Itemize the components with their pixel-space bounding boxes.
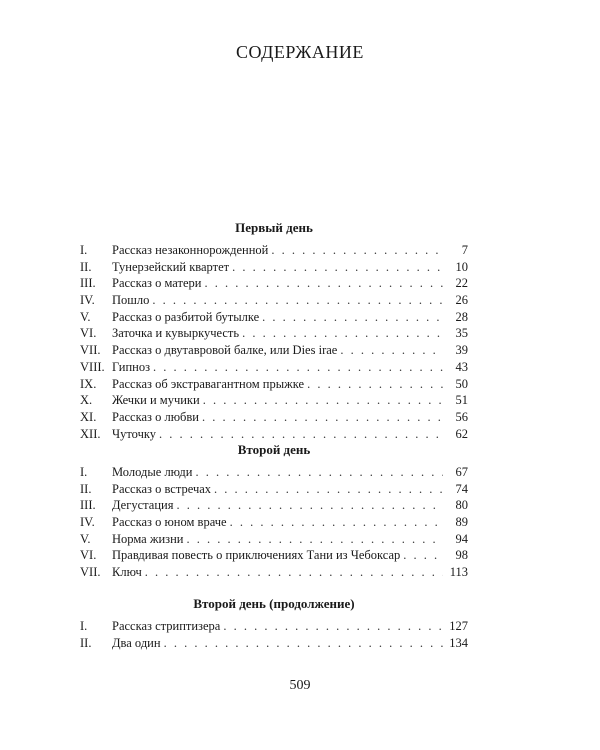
toc-section-second-day [80, 441, 468, 581]
dot-leader [230, 514, 443, 531]
entry-title: Рассказ о встречах [112, 481, 212, 496]
entry-number: XII. [80, 426, 101, 441]
toc-entry [80, 497, 468, 514]
toc-entry [80, 392, 468, 409]
entry-page: 28 [455, 309, 468, 324]
page-title: СОДЕРЖАНИЕ [236, 42, 364, 62]
page-number: 509 [289, 678, 311, 693]
entry-number: V. [80, 309, 91, 324]
entry-title: Рассказ об экстравагантном прыжке [112, 376, 305, 391]
entry-title: Молодые люди [112, 465, 193, 479]
section-title: Второй день (продолжение) [193, 596, 355, 611]
entry-page: 134 [449, 635, 468, 650]
toc-entry [80, 618, 468, 635]
entry-page: 127 [449, 619, 468, 633]
entry-title: Жечки и мучики [112, 393, 200, 408]
entry-page: 39 [455, 343, 468, 358]
dot-leader [262, 309, 443, 326]
entry-page: 62 [455, 426, 468, 441]
dot-leader [186, 531, 443, 548]
entry-number: I. [80, 619, 88, 633]
entry-number: III. [80, 276, 96, 291]
toc-section-second-day-continued [80, 595, 468, 651]
entry-number: VIII. [80, 359, 105, 374]
entry-number: X. [80, 393, 93, 408]
entry-number: VI. [80, 326, 97, 341]
entry-number: VI. [80, 548, 97, 563]
entry-page: 26 [455, 293, 468, 308]
entry-number: IV. [80, 293, 95, 308]
toc-entry [80, 635, 468, 652]
entry-number: III. [80, 498, 96, 513]
dot-leader [195, 464, 443, 481]
toc-entry [80, 514, 468, 531]
entry-page: 50 [455, 376, 468, 391]
entry-page: 94 [455, 531, 468, 546]
entry-page: 56 [455, 409, 468, 424]
dot-leader [145, 564, 443, 581]
entry-title: Рассказ о разбитой бутылке [112, 309, 260, 324]
entry-title: Тунерзейский квартет [112, 259, 230, 274]
entry-title: Рассказ о любви [112, 409, 199, 424]
toc-entry [80, 481, 468, 498]
entry-title: Рассказ о двутавровой балке, или Dies irae [112, 343, 338, 358]
entry-number: I. [80, 465, 88, 479]
entry-page: 51 [455, 393, 468, 408]
entry-page: 67 [455, 465, 468, 479]
entry-page: 80 [455, 498, 468, 513]
toc-entry [80, 547, 468, 564]
toc-entry [80, 259, 468, 276]
entry-page: 10 [455, 259, 468, 274]
entry-number: VII. [80, 565, 101, 580]
entry-number: XI. [80, 409, 97, 424]
entry-number: I. [80, 243, 88, 257]
dot-leader [340, 342, 443, 359]
entry-page: 35 [455, 326, 468, 341]
toc-entry [80, 359, 468, 376]
entry-title: Ключ [112, 565, 142, 580]
toc-entry [80, 409, 468, 426]
entry-page: 7 [461, 243, 468, 257]
entry-title: Правдивая повесть о приключениях Тани из Чебоксар [112, 548, 401, 563]
entry-number: VII. [80, 343, 101, 358]
toc-entry [80, 531, 468, 548]
dot-leader [152, 292, 443, 309]
entry-page: 43 [455, 359, 468, 374]
dot-leader [271, 242, 443, 259]
entry-title: Рассказ о матери [112, 276, 202, 291]
toc-entry [80, 242, 468, 259]
entry-title: Рассказ о юном враче [112, 515, 227, 530]
dot-leader [307, 376, 443, 393]
toc-entry [80, 426, 468, 443]
section-title: Второй день [237, 442, 311, 457]
toc-entry [80, 325, 468, 342]
entry-title: Рассказ стриптизера [112, 619, 221, 633]
dot-leader [176, 497, 443, 514]
toc-entry [80, 275, 468, 292]
entry-number: IX. [80, 376, 97, 391]
dot-leader [159, 426, 443, 443]
toc-entry [80, 309, 468, 326]
dot-leader [403, 547, 443, 564]
entry-page: 113 [449, 565, 468, 580]
dot-leader [164, 635, 443, 652]
entry-title: Норма жизни [112, 531, 184, 546]
toc-entry [80, 292, 468, 309]
entry-number: II. [80, 481, 92, 496]
entry-title: Дегустация [112, 498, 174, 513]
entry-title: Два один [112, 635, 161, 650]
section-title: Первый день [235, 220, 313, 235]
dot-leader [232, 259, 443, 276]
dot-leader [242, 325, 443, 342]
toc-section-first-day [80, 219, 468, 442]
entry-title: Заточка и кувыркучесть [112, 326, 240, 341]
entry-title: Гипноз [112, 359, 151, 374]
dot-leader [203, 392, 443, 409]
entry-number: V. [80, 531, 91, 546]
entry-number: II. [80, 259, 92, 274]
dot-leader [214, 481, 443, 498]
toc-entry [80, 376, 468, 393]
entry-page: 74 [455, 481, 468, 496]
entry-page: 89 [455, 515, 468, 530]
dot-leader [153, 359, 443, 376]
entry-page: 22 [455, 276, 468, 291]
entry-title: Пошло [112, 293, 150, 308]
entry-page: 98 [455, 548, 468, 563]
entry-title: Чуточку [112, 426, 157, 441]
toc-entry [80, 564, 468, 581]
entry-number: II. [80, 635, 92, 650]
dot-leader [202, 409, 443, 426]
toc-entry [80, 342, 468, 359]
dot-leader [223, 618, 443, 635]
entry-number: IV. [80, 515, 95, 530]
entry-title: Рассказ незаконнорожденной [112, 243, 269, 257]
dot-leader [204, 275, 443, 292]
toc-entry [80, 464, 468, 481]
